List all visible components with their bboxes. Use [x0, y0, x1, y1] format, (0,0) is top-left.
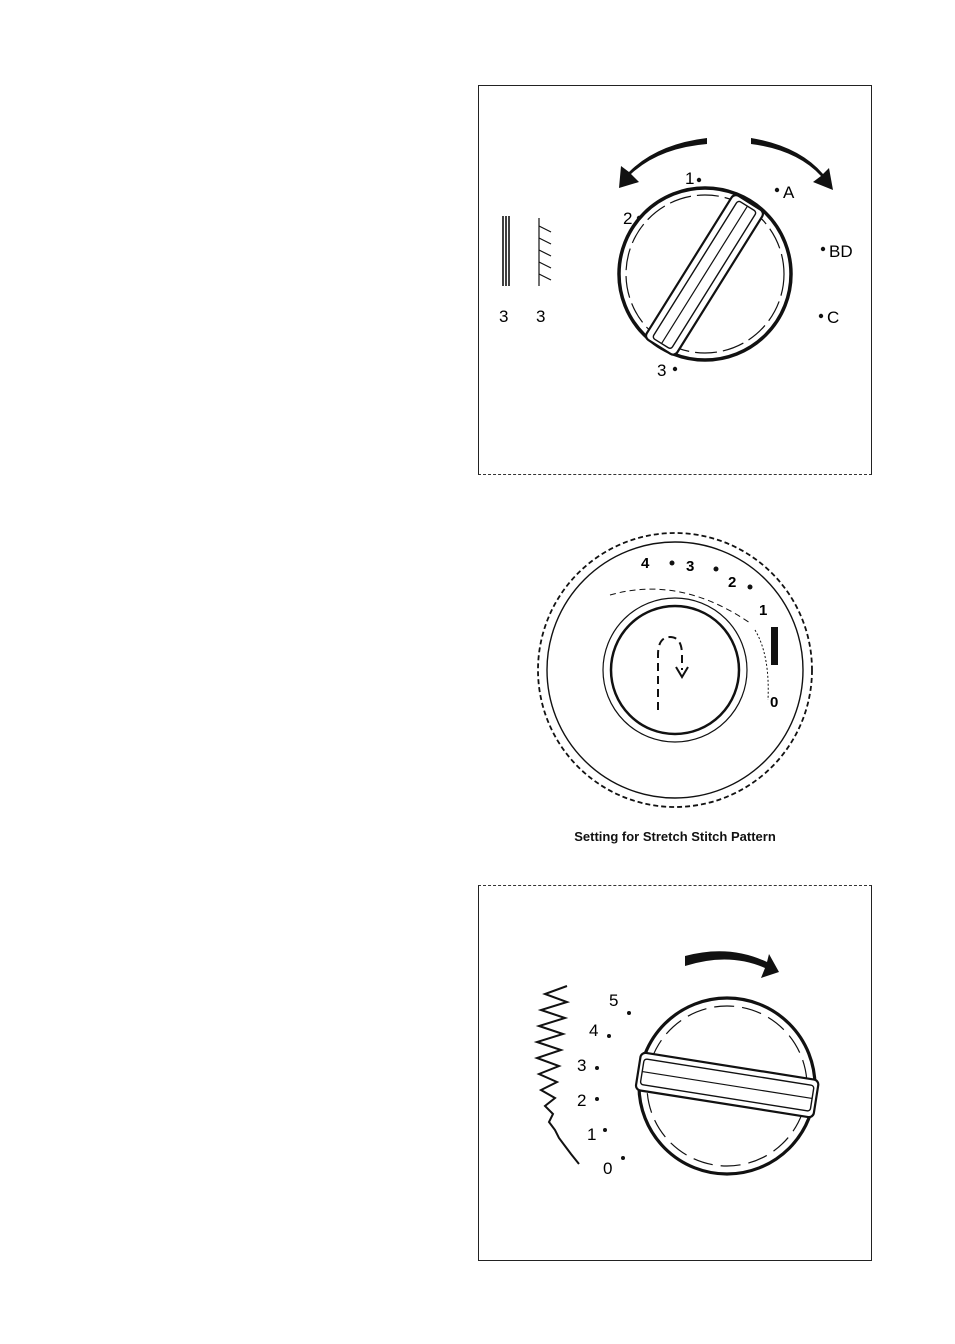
- stitch-selector-figure: [478, 85, 872, 475]
- dial-position-1: 1: [685, 169, 695, 188]
- dial-position-3: 3: [657, 361, 667, 380]
- zigzag-width-1: 1: [587, 1125, 597, 1144]
- stitch-length-label-2: 3: [536, 307, 546, 326]
- arrow-clockwise-icon: [685, 951, 779, 978]
- rickrack-stitch-icon: [539, 218, 551, 286]
- stitch-length-label-1: 3: [499, 307, 509, 326]
- stitch-length-0: 0: [770, 694, 779, 711]
- dial-position-a: A: [783, 183, 795, 202]
- dial-position-2: 2: [623, 209, 633, 228]
- zigzag-width-figure: [478, 885, 872, 1261]
- stitch-length-1: 1: [759, 602, 768, 619]
- zigzag-width-illustration: [479, 886, 871, 1260]
- zigzag-width-2: 2: [577, 1091, 587, 1110]
- stitch-length-4: 4: [641, 555, 650, 572]
- stitch-selector-illustration: [479, 86, 871, 474]
- triple-straight-stitch-icon: [503, 216, 509, 286]
- stitch-length-marker: [771, 627, 778, 665]
- dial-position-c: C: [827, 308, 840, 327]
- zigzag-width-5: 5: [609, 991, 619, 1010]
- zigzag-width-4: 4: [589, 1021, 599, 1040]
- zigzag-width-0: 0: [603, 1159, 613, 1178]
- zigzag-width-3: 3: [577, 1056, 587, 1075]
- stitch-length-caption: Setting for Stretch Stitch Pattern: [574, 829, 776, 844]
- dial-position-bd: BD: [829, 242, 853, 261]
- zigzag-stitch-icon: [537, 986, 579, 1164]
- stitch-length-dial-figure: [530, 525, 820, 815]
- stitch-length-2: 2: [728, 574, 737, 591]
- stitch-length-center-knob: [611, 606, 739, 734]
- stitch-length-3: 3: [686, 558, 695, 575]
- stitch-length-dial-illustration: [530, 525, 820, 815]
